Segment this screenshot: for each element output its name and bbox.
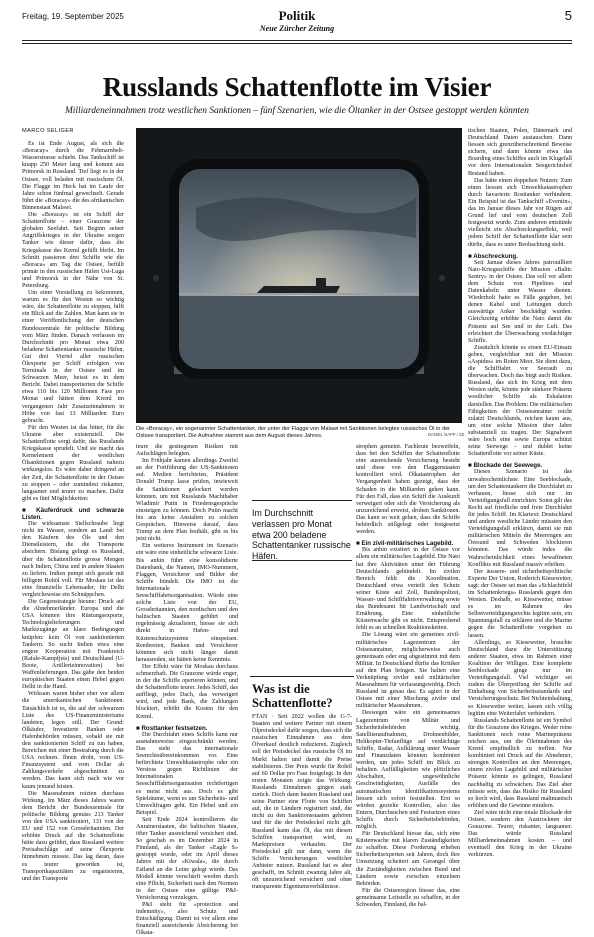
issue-date: Freitag, 19. September 2025	[22, 12, 124, 21]
paragraph: teure die gestiegenen Risiken mit Aufschlägen belegten.	[136, 444, 238, 458]
paragraph: Deswegen wäre ein gemeinsames Lagezentrum von Militär und Sicherheitsbehörden wichtig. Satellitenaufnahmen, Drohnenbilder, Helikopter-Tiefanflüge auf verdächtige Schiffe, Radar, Aufklärung unter Wasser und Finanzdaten könnten kombiniert werden, um jedes Schiff im Blick zu behalten. Auffälligkeiten wie plötzliches Abschalten, ungewöhnliche Geschwindigkeiten, Ausfälle des automatischen Identifikationssystems liessen sich sofort feststellen. Erst so würden gezielte Kontrollen, also das Entern, Durchsuchen und Festsetzen eines Schiffs durch Sicherheitsbehörden, möglich.	[356, 710, 460, 830]
sidebar-body	[252, 714, 352, 891]
sidebar-paragraph: Seit 2022 wollen die G-7-Staaten und weitere Partner mit einem Ölpreisdeckel dafür sorgen, dass sich die russischen Einnahmen aus dem Ölverkauf deutlich reduzieren. Zugleich soll der Preisdeckel das russische Öl im Markt halten und damit die Preise stabilisieren. Der Preis wurde für Rohöl auf 60 Dollar pro Fass festgelegt. In den ersten Monaten zeigte das Wirkung: Russlands Einnahmen gingen stark zurück. Doch dann bauten Russland und seine Partner eine Flotte von Schiffen auf, die in Ländern registriert sind, die nicht zu den Sanktionsstaaten gehören und für die der Preisdeckel nicht gilt. Russland kann das Öl, das mit diesen Schiffen transportiert wird, zu Marktpreisen verkaufen. Der Preisdeckel gilt nur dann, wenn die Schiffe Versicherungen westlicher Anbieter nutzen. Russland hat es aber geschafft, im Schnitt zwanzig Jahre alt, oft unzureichend versichert und ohne transparente Eigentumsverhältnisse.	[252, 714, 352, 891]
paragraph: Zusätzlich könnte es einen EU-Einsatz geben, vergleichbar mit der Mission «Aspides» im Roten Meer. Sie dient dazu, die Schifffahrt vor Seeraub zu überwachen. Doch das birgt auch Risiken. Russland, das sich im Krieg mit dem Westen sieht, könnte jede stärkere Präsenz westlicher Schiffe als Eskalation darstellen. Das Problem: Die militärischen Fähigkeiten der Ostseeanrainer reicht zulatzt Deutschlands, reichen kaum aus, um eine solche Mission über Jahre substanziell zu tragen. Der Signalwert wäre hoch eine sowie Europa schützt seine Seewege – und duldet keine Schattenflotte vor seiner Küste.	[468, 344, 572, 458]
section-heading: ■ Käuferdruck und schwarze Listen.	[22, 506, 124, 521]
paragraph: Die wirksamste Stellschraube liegt nicht im Wasser, sondern an Land: bei den Käufern des Öls und den Dienstleistern, die die Transporte absichern. Bislang gelingt es Russland, über die Schattenflotte grosse Mengen nach Indien, China und in andere Staaten zu liefern. Indien pumpt sich gerade mit billigem Rohöl voll. Für Moskau ist das eine finanzielle Lebensader, für Delhi vergleichsweise ein Schnäppchen.	[22, 521, 124, 598]
section-title: Politik	[278, 8, 316, 23]
article-subheadline: Milliardeneinnahmen trotz westlichen Sanktionen – fünf Szenarien, wie die Öltanker in der Ostsee gestoppt werden könnten	[65, 106, 529, 116]
article-column-4	[468, 128, 572, 863]
header-rule	[22, 40, 572, 41]
paragraph: Seit Ende 2024 kontrollieren die Anrainerstaaten, die baltischen Staaten, öfter Tanker ausreichend versichert sind. So geschah es im Dezember 2024 in Finnland, als der Tanker «Eagle S» gestoppt wurde, oder im April dieses Jahres mit der «Kiwala», die durch Estland an die Leine gelegt wurde. Das Modell könnte verschärft werden durch eine Pflicht, Sicherheit nach den Normen in der Ostsee eine gültige P&I-Versicherung vorzulegen.	[136, 816, 238, 901]
header-rule-double	[22, 43, 572, 44]
paragraph: Die Massnahmen reizten durchaus Wirkung. Im März dieses Jahres waren dem Bericht der Bundeszentrale für politische Bildung gemäss 213 Tanker von den USA sanktioniert, 131 von der EU und 152 von Grossbritannien. Der erhöhte Druck auf die Schattenflotte hätte dazu geführt, dass Russland weitere Preisabschläge auf seine Ölexporte hinnehmen musste. Das lag daran, dass es teurer geworden ist, Transportkapazitäten zu organisieren, und der Transporte	[22, 790, 124, 882]
article-column-2	[136, 444, 238, 937]
newspaper-name: Neue Zürcher Zeitung	[259, 24, 335, 33]
paragraph: Seit Januar dieses Jahres patrouilliert Nato-Kriegsschiffe der Mission «Baltic Sentry» in der Ostsee. Das soll vor allem dem Schutz von Pipelines und Datenkabeln unter Wasser dienen. Wiederholt hatte es Fälle gegeben, bei denen Kabel und Leitungen durch auswärtige Anker beschädigt wurden. Gleichzeitig erhöhte die Nato damit die Präsenz auf See und in der Luft. Das erleichtert die Überwachung verdächtiger Schiffe.	[468, 259, 572, 344]
paragraph: Die Gegenstrategie hieune: Druck auf die Abnehmerländer. Europa und die USA könnten ihre Rüstungsexporte, Technologielieferungen und Marktzugänge an klare Bedingungen knüpfen: kein Öl von sanktionierten Tankern. So sucht Indien etwa eine engere Kooperation mit Frankreich (Rafale-Kampfjets) und Deutschland (U-Boote, Artillerieinnovation) bei Waffenlieferungen. Das gäbe den beiden europäischen Staaten einen Hebel gegen Delhi in die Hand.	[22, 599, 124, 691]
paragraph: strophen gemeint. Fachleute bezweifeln, dass bei den Schiffen der Schattenflotte eine ausreichende Versicherung besteht und diese von den Flaggenstaaten kontrolliert wird. Ölkatastrophen der Vergangenheit haben gezeigt, dass der Schaden in die Milliarden gehen kann. Für den Fall, dass ein Schiff die Auskunft verweigert oder sich die Versicherung als unzureichend erweist, drohen Sanktionen. Das kann so weit gehen, dass die Schiffe behördlich stillgelegt oder festgesetzt werden.	[356, 444, 460, 536]
paragraph: Der äussere- und sicherheitspolitische Experte Der Union, Roderich Kiesewetter, sagt: der Ostsee sei man das «Schlachtfeld im Schattenkriegs» Russlands gegen den Westen. Deshalb, so Kiesewetter, müsse es im Rahmen des Selbstverteidigungsrechts legitim sein, ein Spannungsfall zu erklären und die Marine gegen die Schattenflotte vorgehen zu lassen.	[468, 568, 572, 639]
paragraph: Um einer Vorstellung zu bekommen, warum es für den Westen so wichtig wäre, die Schattenflotte zu stoppen, hilft ein Blick auf die Zahlen. Man kann sie in einer Veröffentlichung der deutschen Bundeszentrale für politische Bildung vom März finden. Danach verlassen im Durchschnitt pro Monat etwa 200 beladene Schattentanker russische Häfen. Gut drei Viertel aller russischen Ölexporte per Schiff erfolgten von Terminals in der Ostsee und im Schwarzen Meer, heisst es in dem Bericht. Dabei transportierten die Schiffe etwa 110 bis 120 Millionen Fass pro Monat und hätten dem Kreml im vergangenen Jahr Zusatzeinnahmen in Höhe von fast 13 Milliarden Euro gebracht.	[22, 290, 124, 424]
page-header	[22, 6, 572, 40]
sidebar-title: Was ist die Schattenflotte?	[252, 682, 333, 710]
paragraph: Das hätte einen doppelten Nutzen: Zum einen liessen sich Umweltkatastrophen durch havarierte Rosttanker verhindern. Ein Beispiel ist das Tankschiff «Eventin», das im Januar dieses Jahr vor Rügen auf Grund lief und vom deutschen Zoll festgesetzt wurde. Zum anderen entstünde vielleicht ein Abschreckungseffekt, weil jedem Schiff der Schattenflotte klar sein dürfte, dass es unter Beobachtung steht.	[468, 177, 572, 248]
paragraph: Wirksam waren bisher eher vor allem die amerikanischen Sanktionen. Tatsächlich ist es, die auf der schwarzen Liste des US-Finanzministeriums landeten, legen still. Der Grund: Ölkäufer, Investierte Banken oder Hafenbehörden müssen, sobald sie mit den sanktionierten Schiff zu tun haben, Bereichen mit einer Bestrafung durch die USA rechnen. Ihnen droht, vom US-Finanzsystem und vom Dollar ab Zahlungsverkehr abgeschnitten zu werden. Das kann sich nach wie vor kaum jemand leisten.	[22, 691, 124, 790]
paragraph: Bis anhin existiert in der Ostsee vor allem ein militärisches Lagebild. Die Nato hat ihre Aktivitäten unter der Führung Deutschlands gebündelt. Im zivilen Bereich fehlt die Koordination. Deutschland etwa verteilt den Schutz seiner Küste auf Zoll, Bundespolizei, Wasser- und Schifffahrtsverwaltung sowie das Bundesamt für Landwirtschaft und Ernährung. Eine einheitliche Küstenwache gibt es nicht. Entsprechend fehlt es an schnellen Reaktionsketten.	[356, 547, 460, 632]
photo-credit: DANIEL NAPP / SZ	[428, 432, 465, 437]
article-photo	[136, 128, 462, 423]
sidebar-rule	[250, 676, 354, 677]
pull-quote-rule	[252, 500, 352, 501]
paragraph: Russlands Schattenflotte ist ein Symbol für die Grauzone des Krieges. Weder reine Sanktionen noch reine Marinepräsenz reichen aus, um die Öleinnahmen des Kreml empfindlich zu treffen. Nur kombiniert mit Druck auf die Abnehmer, strengen Kontrollen an den Meerengen, einem zivilen Lagebild und militärischer Präsenz könnte es gelingen, Russland nachhaltig zu schwächen. Das Ziel aber müsste sein, dass das Risiko für Russland so hoch wird, dass Russland maltmanisch erhöhen und die Gewinne mindern.	[468, 717, 572, 809]
paragraph: Allerdings, so Kiesewetter, brauchte Deutschland dazu die Unterstützung anderer Staaten, etwa im Rahmen einer Koalition der Willigen. Eine komplette Seeblockade ginge nur im Verteidigungsfall. Viel wichtiger sei zudem die Überprüfung der Schiffe auf Einhaltung von Sicherheitsstandards und Versicherungsschutz. Bei Nichteinhaltung, so Kiesewetter weiter, lassen sich völlig legitim eine Weiterfahrt verhindern.	[468, 639, 572, 717]
sidebar-text: FTAN · Seit 2022 wollen die G-7-Staaten und weitere Partner mit einem Ölpreisdeckel dafür sorgen, dass sich die russischen Einnahmen aus dem Ölverkauf deutlich reduzieren. Zugleich soll der Preisdeckel das russische Öl im Markt halten und damit die Preise stabilisieren. Der Preis wurde für Rohöl auf 60 Dollar pro Fass festgelegt. In den ersten Monaten zeigte das Wirkung: Russlands Einnahmen gingen stark zurück. Doch dann bauten Russland und seine Partner eine Flotte von Schiffen auf, die in Ländern registriert sind, die nicht zu den Sanktionsstaaten gehören und für die der Preisdeckel nicht gilt. Russland kann das Öl, das mit diesen Schiffen transportiert wird, zu Marktpreisen verkaufen. Der Preisdeckel gilt nur dann, wenn die Schiffe Versicherungen westlicher Anbieter nutzen. Russland hat es aber geschafft, im Schnitt zwanzig Jahre alt, oft unzureichend versichert und ohne transparente Eigentumsverhältnisse.	[252, 714, 352, 891]
paragraph: Für die Ostseeregion hiesse das, eine gemeinsame Leitstelle zu schaffen, in der Schweden, Finnland, die bal-	[356, 887, 460, 908]
page-number: 5	[564, 8, 572, 23]
paragraph: Die Durchfahrt eines Schiffs kann nur ausnahmsweise eingeschränkt werden. Das sieht das internationale Seerechtsübereinkommen vor. Eine befürchtete Umweltkatastrophe oder ein Verstoss gegen Richtlinien der Internationalen Seeschifffahrtsorganisation rechtfertigen es meist nicht aus. Doch es gibt Spielräume, wenn es um Sicherheits- und Umweltfragen geht. Ein Hebel und ein Beispiel.	[136, 731, 238, 816]
paragraph: Im Frühjahr kamen allerdings Zweifel an der Fortführung der US-Sanktionen auf. Medien berichteten, Präsident Donald Trump lasse prüfen, inwieweit die Sanktionen gelockert werden könnten, um mit Russlands Machthaber Wladimir Putin in Friedensgespräche einsteigen zu können. Doch Putin macht bis ans keine Anstalten zu solchen Gesprächen. Hinweise darauf, dass Trump an dem Plan festhält, gibt es bis jetzt nicht.	[136, 458, 238, 543]
paragraph: Die Lösung wäre ein gemeines zivil-militärisches Lagezentrum der Ostseeanrainer, möglicherweise auch gemeinsam oder eng abgestimmt mit dem Militär. In Deutschland dürfte das Kritiker auf den Plan bringen. Sie halten eine Verknüpfung ziviler und militärischer Massnahmen für verfassungswidrig. Doch Russland ist genau das: Es agiert in der Ostsee mit einer Mischung ziviler und militärischer Massnahmen.	[356, 632, 460, 710]
paragraph: Ziel wäre nicht eine totale Blockade der Ostsee, sondern den Austrocknen der Grauzone. Teurer, riskanter, langsamer. Das würde Russland Milliardeneinnahmen kosten – und eventuell den Krieg in der Ukraine verkürzen.	[468, 809, 572, 859]
paragraph: Die «Boracay» ist ein Schiff der Schattenflotte – einer Grauzone der globalen Seefahrt. Seit Beginn seiner Angriffskrieges in der Ukraine sorgen Tanker wie dieser dafür, dass die Kriegskasse des Kreml gefüllt bleibt. Im Schnitt passieren drei Schiffe wie die «Boraca» am Tag die Ostsee, befüllt primär in den russischen Häfen Ust-Luga und Primorsk in der Nähe von St. Petersburg.	[22, 212, 124, 289]
paragraph: P&I steht für «protection and indemnity», also Schutz und Entschädigung. Damit ist vor allem eine finanziell ausreichende Absicherung bei Ölkata-	[136, 902, 238, 937]
sidebar-source: FTAN	[252, 714, 268, 720]
paragraph: Ein weiteres Instrument im Szenario ein wäre eine einheitliche schwarze Liste. Bis anhin führt eine konsolidierte Datenbank, die Namen, IMO-Nummern, Flaggen, Versicherer und Bilder der Schiffe bündelt. Die IMO ist die Internationale Seeschifffahrtsorganisation. Würde eine solche Liste von der EU, Grossbritannien, den nordischen und den baltischen Staaten geführt und regelmässig aktualisiert, hiesse sie sich direkt in Hafen- und Küstenschutzsysteme einspeisen. Reedereien, Banken und Versicherer könnten sich nicht länger damit herausreden, sie hätten keine Kenntnis.	[136, 543, 238, 663]
article-column-3	[356, 444, 460, 908]
section-heading: ■ Abschreckung.	[468, 252, 518, 260]
paragraph: Für den Westen ist das bitter, für die Ukraine aber existenziell. Die Schattenflotte sorgt dafür, das Russlands Kriegskasse sprudelt. Und sie macht das Kernelement der westlichen Ölsanktionen gegen Russland nahezu wirkungslos. Es wäre daher dringend an der Zeit, die Schattenflotte in der Ostsee zu stoppen – oder zumindest riskanter, langsamer und teurer zu machen. Dafür gibt es fünf Möglichkeiten:	[22, 424, 124, 502]
article-headline: Russlands Schattenflotte im Visier	[102, 72, 492, 102]
paragraph: Der Effekt wäre für Moskau durchaus schmerzhaft. Die Grauzone würde enger, in der die Schiffe operieren können, und die Schattenflotte teurer. Jedes Schiff, das auffliegt, jedes Dach, das verweigert wird, und jede Bank, die Zahlungen blockiert, erhöht die Kosten für den Kreml.	[136, 663, 238, 720]
paragraph: tischen Staaten, Polen, Dänemark und Deutschland Daten austauschen. Dann liessen sich grenzüberschreitend Beweise sichern, und dann könnte etwa das Boarding eines Schiffes auch im Klugefall vor dem Internationalen Seegerichtshof Bestand haben.	[468, 128, 572, 177]
photo-caption: Die «Boracay», ein sogenannter Schattentanker, der unter der Flagge von Malawi mit Sanktionen belegtes russisches Öl in der Ostsee transportiert. Die Aufnahme stammt aus dem August dieses Jahres.	[136, 426, 451, 439]
article-column-1	[22, 128, 124, 882]
section-heading: ■ Blockade der Seewege.	[468, 462, 543, 470]
tanker-through-porthole-photo	[136, 128, 462, 423]
section-heading: ■ Ein zivil-militärisches Lagebild.	[356, 540, 454, 548]
paragraph: Es ist Ende August, als sich die «Boracay» durch die Fehmarnbelt-Wasserstrasse schiebt. Das Tankschiff ist knapp 250 Meter lang und kommt aus Primorsk in Russland. Tief liegt es in der Ostsee, voll beladen mit russischem Öl. Die Flagge im Heck hat im Laufe der Jahre schon fünfmal gewechselt. Gerade führt die «Boracay» die des afrikanischen Binnenstaat Malawi.	[22, 141, 124, 211]
paragraph: Dieses Szenario ist das unwahrscheinlichste. Eine Seeblockade, um den Schattentankern die Durchfahrt zu verbauen, liesse sich nur im Verteidigungsfall einrichten. Sonst gilt das Recht auf friedliche und freie Durchfahrt für jedes Schiff. Im Klartext: Deutschland und andere westliche Länder müssten den Verteidigungsfall erklären, damit sie mit militärischen Mitteln die Meerengen am Öresund und Schweden blockieren könnten. Das würde indes die Wahrscheinlichkeit eines bewaffneten Konflikts mit Russland massiv erhöhen.	[468, 469, 572, 568]
section-heading: ■ Rosttanker festsetzen.	[136, 724, 208, 732]
author-byline: MARCO SELIGER	[22, 128, 74, 134]
pull-quote: Im Durchschnitt verlassen pro Monat etwa 200 beladene Schattentanker russische Häfen.	[252, 508, 351, 562]
pull-quote-rule	[252, 560, 352, 561]
paragraph: Für Deutschland hiesse das, sich eine Küstenwache mit klaren Zuständigkeiten zu schaffen. Diese Forderung erheben Sicherheitsexperten seit Jahren, doch ihre Umsetzung scheitert am Gerangel über die Zuständigkeiten zwischen Bund und Ländern sowie zwischen einzelnen Behörden.	[356, 831, 460, 887]
